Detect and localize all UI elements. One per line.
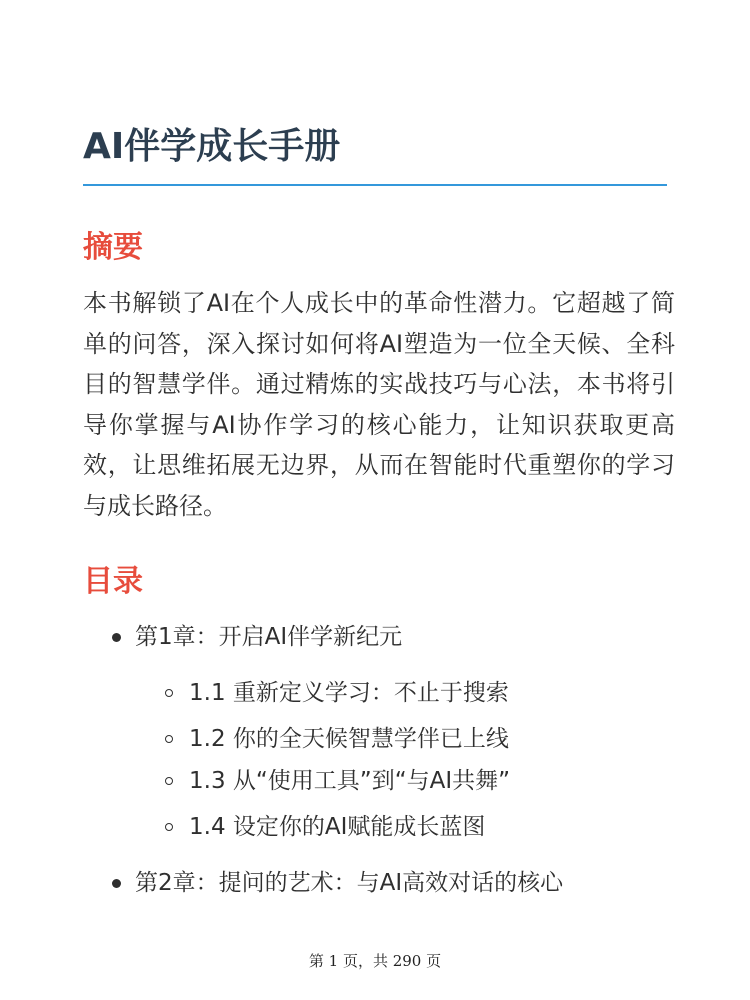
bullet-ring-icon [165, 735, 173, 743]
bullet-ring-icon [165, 777, 173, 785]
toc-item-label: 1.4 设定你的AI赋能成长蓝图 [189, 814, 486, 840]
summary-heading: 摘要 [83, 230, 143, 265]
page-footer: 第 1 页，共 290 页 [308, 952, 442, 970]
bullet-ring-icon [165, 689, 173, 697]
toc-item-label: 第1章：开启AI伴学新纪元 [135, 624, 403, 650]
toc-item-label: 1.3 从“使用工具”到“与AI共舞” [189, 768, 511, 794]
bullet-ring-icon [165, 823, 173, 831]
summary-paragraph: 本书解锁了AI在个人成长中的革命性潜力。它超越了简单的问答，深入探讨如何将AI塑造为一位全天候、全科目的智慧学伴。通过精炼的实战技巧与心法，本书将引导你掌握与AI协作学习的核心能力，让知识获取更高效，让思维拓展无边界，从而在智能时代重塑你的学习与成长路径。 [83, 289, 675, 520]
title-divider [83, 184, 667, 186]
toc-item-chapter-2 [135, 868, 563, 898]
toc-item-chapter-1 [135, 622, 402, 652]
toc-heading: 目录 [83, 564, 143, 599]
toc-item-1-1 [189, 678, 509, 708]
toc-item-1-3 [189, 766, 510, 796]
toc-item-1-4 [189, 812, 485, 842]
toc-item-label: 1.2 你的全天候智慧学伴已上线 [189, 726, 509, 752]
bullet-dot-icon [112, 879, 121, 888]
document-title: AI伴学成长手册 [83, 126, 341, 167]
bullet-dot-icon [112, 633, 121, 642]
toc-item-label: 第2章：提问的艺术：与AI高效对话的核心 [135, 870, 564, 896]
toc-item-label: 1.1 重新定义学习：不止于搜索 [189, 680, 509, 706]
toc-item-1-2 [189, 724, 509, 754]
